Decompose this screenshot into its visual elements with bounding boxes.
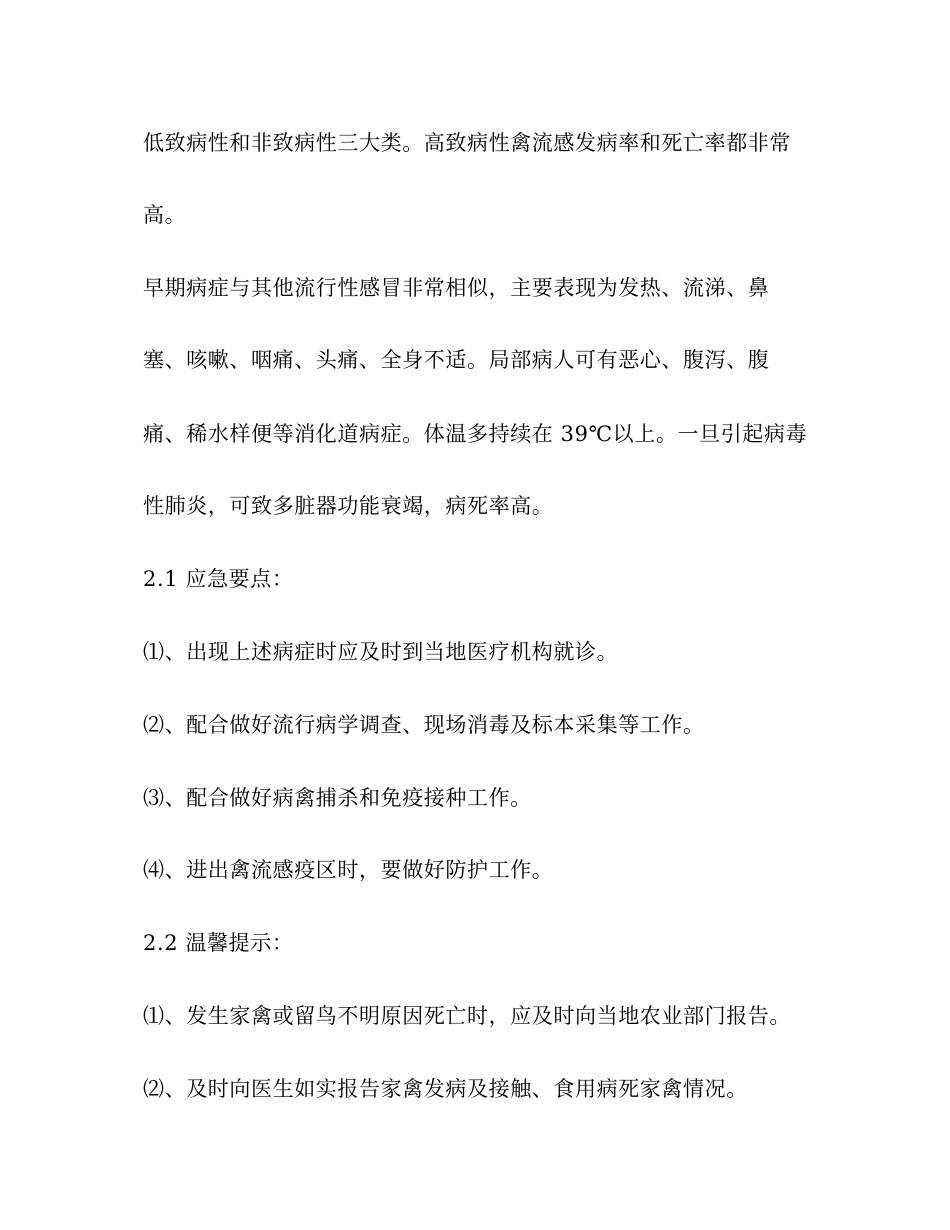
paragraph-line: 痛、稀水样便等消化道病症。体温多持续在 39℃以上。一旦引起病毒 [143, 422, 808, 446]
list-item: ⑷、进出禽流感疫区时，要做好防护工作。 [143, 858, 554, 882]
list-item: ⑴、出现上述病症时应及时到当地医疗机构就诊。 [143, 640, 619, 664]
list-item: ⑵、及时向医生如实报告家禽发病及接触、食用病死家禽情况。 [143, 1077, 748, 1101]
paragraph-line: 塞、咳嗽、咽痛、头痛、全身不适。局部病人可有恶心、腹泻、腹 [143, 348, 770, 372]
list-item: ⑶、配合做好病禽捕杀和免疫接种工作。 [143, 786, 532, 810]
section-heading: 2.2 温馨提示： [143, 931, 294, 955]
list-item: ⑴、发生家禽或留鸟不明原因死亡时，应及时向当地农业部门报告。 [143, 1004, 791, 1028]
list-item: ⑵、配合做好流行病学调查、现场消毒及标本采集等工作。 [143, 713, 705, 737]
paragraph-line: 低致病性和非致病性三大类。高致病性禽流感发病率和死亡率都非常 [143, 131, 791, 155]
section-heading: 2.1 应急要点： [143, 567, 294, 591]
paragraph-line: 早期病症与其他流行性感冒非常相似，主要表现为发热、流涕、鼻 [143, 276, 770, 300]
paragraph-line: 性肺炎，可致多脏器功能衰竭，病死率高。 [143, 494, 554, 518]
paragraph-line: 高。 [143, 203, 187, 227]
